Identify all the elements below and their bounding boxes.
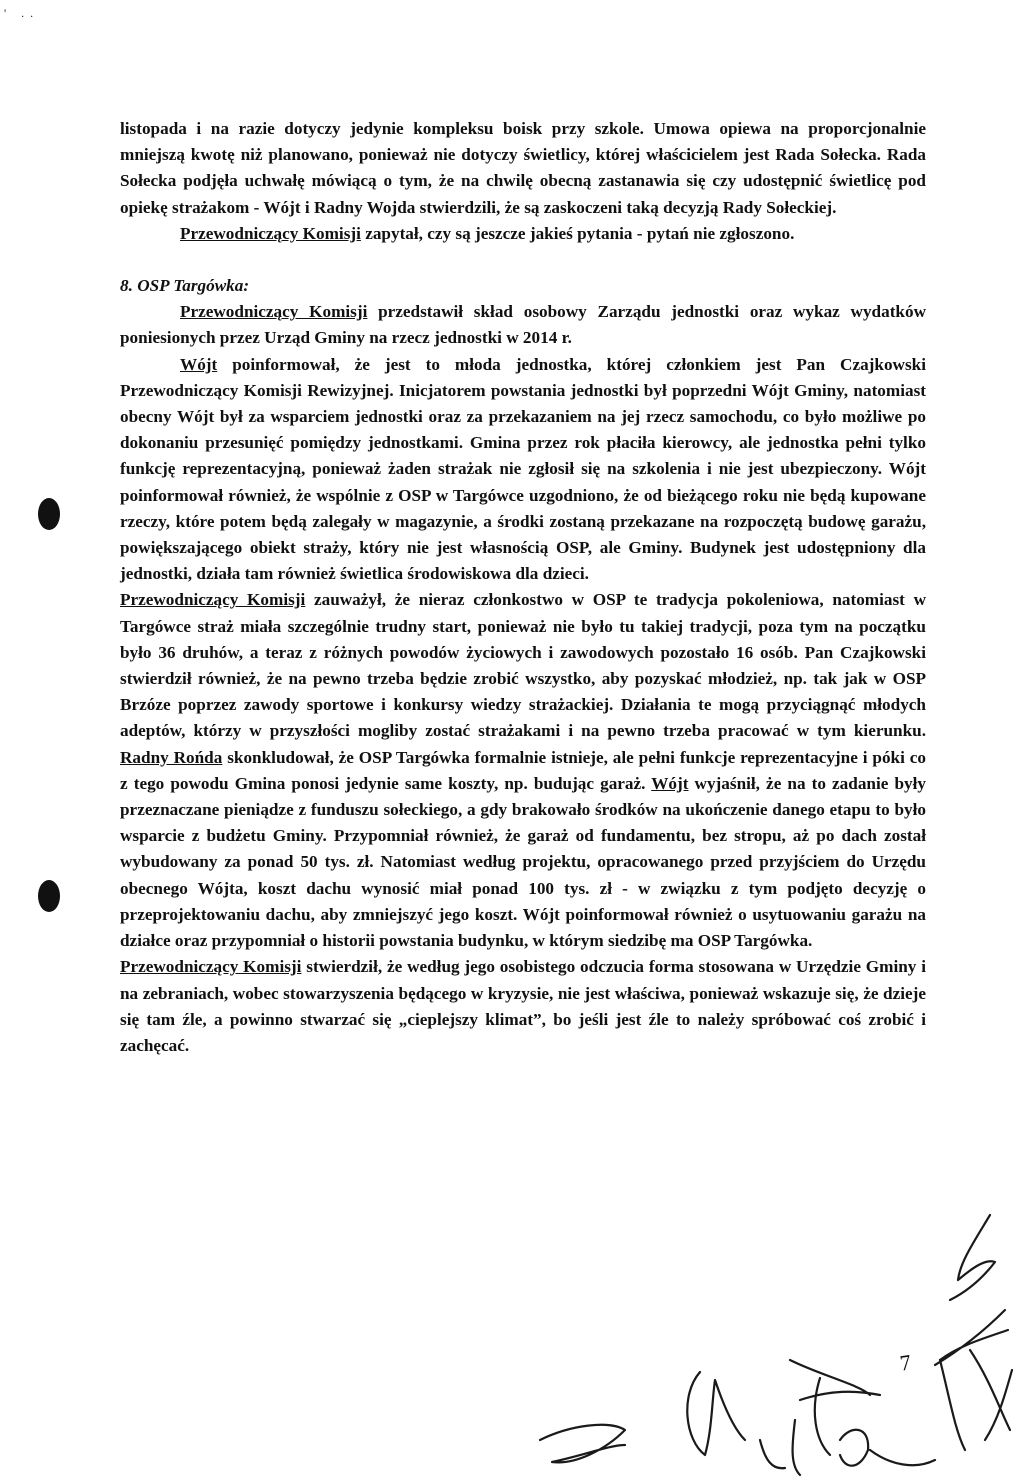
page-number: 7	[898, 1349, 913, 1376]
signature-initials	[540, 1425, 625, 1463]
section-heading: 8. OSP Targówka:	[120, 276, 250, 296]
speaker-name: Przewodniczący Komisji	[180, 302, 368, 322]
signature-initials	[687, 1372, 745, 1455]
paragraph-text: wyjaśnił, że na to zadanie były przeznaczane pieniądze z funduszu sołeckiego, a gdy brakowało środków na ukończenie danego etapu to było wsparcie z budżetu Gminy. Przypomniał również, że garaż od fundamentu, bez stropu, aż po dach został wybudowany za ponad 50 tys. zł. Natomiast według projektu, opracowanego przed przyjściem do Urzędu obecnego Wójta, koszt dachu wynosić miał ponad 100 tys. zł - w związku z tym podjęto decyzję o przeprojektowaniu dachu, aby zmniejszyć jego koszt. Wójt poinformował również o usytuowaniu garażu na działce oraz przypomniał o historii powstania budynku, w którym siedzibę ma OSP Targówka.	[120, 773, 926, 951]
paragraph-text: listopada i na razie dotyczy jedynie kompleksu boisk przy szkole. Umowa opiewa na proporcjonalnie mniejszą kwotę niż planowano, ponieważ nie dotyczy świetlicy, której właścicielem jest Rada Sołecka. Rada Sołecka podjęła uchwałę mówiącą o tym, że na chwilę obecną zastanawia się czy udostępnić świetlicę pod opiekę strażakom - Wójt i Radny Wojda stwierdzili, że są zaskoczeni taką decyzją Rady Sołeckiej.	[120, 119, 926, 217]
speaker-name: Radny Rońda	[120, 747, 223, 767]
paragraph-text: stwierdził, że według jego osobistego odczucia forma stosowana w Urzędzie Gminy i na zebraniach, wobec stowarzyszenia będącego w kryzysie, nie jest właściwa, ponieważ wskazuje się, że dzieje się tam źle, a powinno stwarzać się „cieplejszy klimat”, bo jeśli jest źle to należy spróbować coś zrobić i zachęcać.	[120, 957, 926, 1055]
signature-initials	[840, 1430, 935, 1466]
paragraph-text: przedstawił skład osobowy Zarządu jednostki oraz wykaz wydatków poniesionych przez Urząd Gminy na rzecz jednostki w 2014 r.	[120, 302, 926, 348]
paragraph-text: poinformował, że jest to młoda jednostka, której członkiem jest Pan Czajkowski Przewodniczący Komisji Rewizyjnej. Inicjatorem powstania jednostki był poprzedni Wójt Gminy, natomiast obecny Wójt był za wsparciem jednostki oraz za przekazaniem na jej rzecz samochodu, co było możliwe po dokonaniu przesunięć pomiędzy jednostkami. Gmina przez rok płaciła kierowcy, ale jednostka pełni tylko funkcję reprezentacyjną, ponieważ żaden strażak nie zgłosił się na szkolenia i nie jest ubezpieczony. Wójt poinformował również, że wspólnie z OSP w Targówce uzgodniono, że od bieżącego roku nie będą kupowane rzeczy, które potem będą zalegały w magazynie, a środki zostaną przekazane na rozpoczętą budowę garażu, powiększającego obiekt straży, który nie jest własnością OSP, ale Gminy. Budynek jest udostępniony dla jednostki, działa tam również świetlica środowiskowa dla dzieci.	[120, 354, 926, 584]
speaker-name: Wójt	[180, 354, 218, 374]
signature-initials	[935, 1310, 1008, 1365]
paragraph-text: zauważył, że nieraz członkostwo w OSP te tradycja pokoleniowa, natomiast w Targówce straż miała szczególnie trudny start, ponieważ nie było tu takiej tradycji, poza tym na początku było 36 druhów, a teraz z różnych powodów życiowych i zawodowych pozostało 16 osób. Pan Czajkowski stwierdził również, że na pewno trzeba będzie zrobić wszystko, aby pozyskać młodzież, np. tak jak w OSP Brzóze poprzez zawody sportowe i konkursy wiedzy strażackiej. Działania te mogą przyciągnąć młodych adeptów, którzy w przyszłości mogliby zostać strażakami i na pewno trzeba pracować w tym kierunku.	[120, 590, 926, 741]
speaker-name: Przewodniczący Komisji	[120, 957, 302, 977]
paragraph-text: zapytał, czy są jeszcze jakieś pytania - pytań nie zgłoszono.	[360, 223, 795, 243]
speaker-name: Wójt	[651, 773, 689, 793]
signature-initials	[950, 1215, 995, 1300]
paragraph-text: skonkludował, że OSP Targówka formalnie istnieje, ale pełni funkcje reprezentacyjne i póki co z tego powodu Gmina ponosi jedynie same koszty, np. budując garaż.	[120, 747, 926, 793]
speaker-name: Przewodniczący Komisji	[180, 223, 361, 243]
signature-initials	[940, 1350, 1012, 1450]
signature-initials	[760, 1420, 800, 1475]
speaker-name: Przewodniczący Komisji	[120, 590, 306, 610]
scan-marks: ' ..	[4, 6, 40, 20]
signature-initials	[790, 1360, 880, 1455]
